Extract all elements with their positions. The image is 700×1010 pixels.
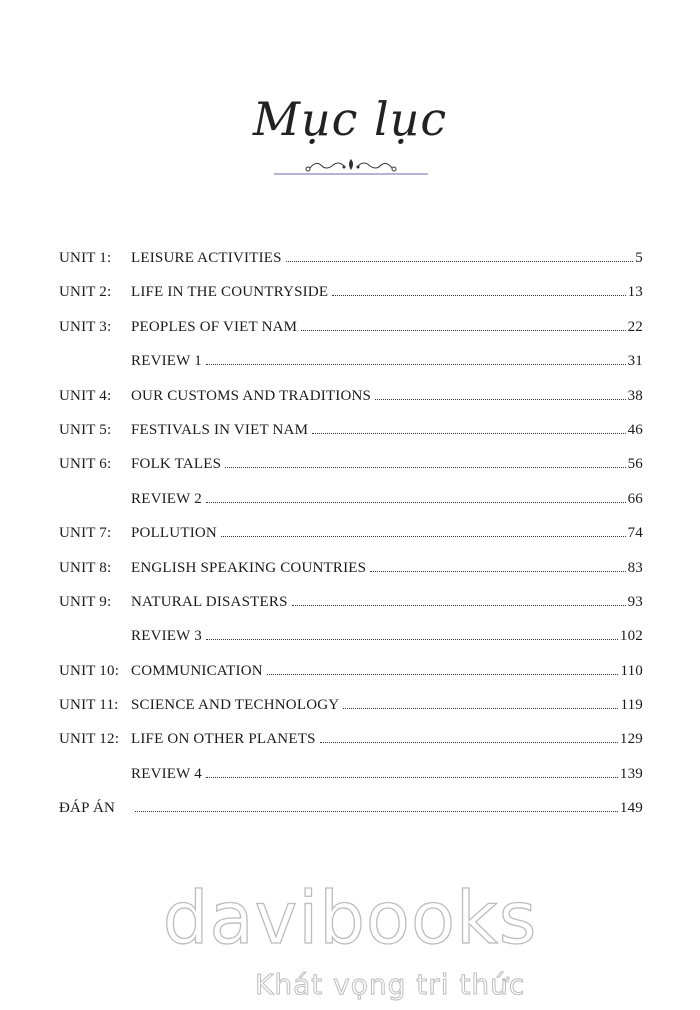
toc-row — [59, 594, 643, 628]
toc-page-number: 83 — [627, 559, 643, 576]
title-ornament-icon — [274, 156, 428, 180]
toc-row — [59, 491, 643, 525]
toc-dot-leader — [206, 501, 626, 503]
toc-dot-leader — [206, 638, 618, 640]
toc-page-number: 93 — [627, 593, 643, 610]
toc-entry-title: POLLUTION — [131, 525, 217, 542]
toc-row — [59, 422, 643, 456]
toc-unit-label: UNIT 8: — [59, 559, 112, 576]
toc-entry-title: REVIEW 3 — [131, 628, 202, 645]
toc-row — [59, 800, 643, 834]
toc-dot-leader — [221, 535, 626, 537]
toc-entry-title: LIFE ON OTHER PLANETS — [131, 731, 316, 748]
toc-row — [59, 697, 643, 731]
table-of-contents — [59, 250, 643, 835]
toc-page-number: 46 — [627, 421, 643, 438]
toc-row — [59, 250, 643, 284]
toc-page-number: 119 — [620, 697, 643, 714]
toc-dot-leader — [343, 707, 618, 709]
toc-unit-label: ĐÁP ÁN — [59, 800, 116, 817]
toc-entry-title: COMMUNICATION — [131, 662, 263, 679]
toc-entry-title: FOLK TALES — [131, 456, 222, 473]
toc-page-number: 22 — [627, 318, 643, 335]
toc-row — [59, 628, 643, 662]
toc-page-number: 129 — [619, 731, 643, 748]
toc-row — [59, 456, 643, 490]
toc-page-number: 139 — [619, 765, 643, 782]
toc-dot-leader — [286, 260, 634, 262]
toc-dot-leader — [320, 741, 618, 743]
toc-entry-title: REVIEW 4 — [131, 765, 202, 782]
toc-unit-label: UNIT 7: — [59, 525, 112, 542]
toc-row — [59, 388, 643, 422]
toc-unit-label: UNIT 9: — [59, 593, 112, 610]
toc-row — [59, 766, 643, 800]
page-title: Mục lục — [252, 92, 448, 146]
toc-page-number: 31 — [627, 353, 643, 370]
toc-row — [59, 663, 643, 697]
toc-row — [59, 353, 643, 387]
toc-unit-label: UNIT 1: — [59, 250, 112, 266]
toc-row — [59, 319, 643, 353]
toc-page-number: 110 — [620, 662, 643, 679]
toc-page-number: 74 — [627, 525, 643, 542]
toc-page-number: 56 — [627, 456, 643, 473]
toc-page-number: 149 — [619, 800, 643, 817]
toc-entry-title: ENGLISH SPEAKING COUNTRIES — [131, 559, 367, 576]
toc-entry-title: NATURAL DISASTERS — [131, 593, 288, 610]
toc-entry-title: REVIEW 2 — [131, 490, 202, 507]
toc-dot-leader — [135, 810, 618, 812]
toc-dot-leader — [375, 398, 625, 400]
toc-page-number: 13 — [627, 284, 643, 301]
watermark-brand: davibooks — [162, 876, 538, 960]
toc-dot-leader — [301, 329, 625, 331]
toc-entry-title: SCIENCE AND TECHNOLOGY — [131, 697, 340, 714]
toc-entry-title: REVIEW 1 — [131, 353, 202, 370]
toc-row — [59, 525, 643, 559]
toc-entry-title: OUR CUSTOMS AND TRADITIONS — [131, 387, 372, 404]
toc-unit-label: UNIT 2: — [59, 284, 112, 301]
toc-dot-leader — [370, 570, 625, 572]
toc-unit-label: UNIT 12: — [59, 731, 120, 748]
toc-unit-label: UNIT 6: — [59, 456, 112, 473]
toc-row — [59, 731, 643, 765]
toc-dot-leader — [267, 673, 619, 675]
toc-entry-title: LEISURE ACTIVITIES — [131, 250, 282, 266]
toc-page-number: 66 — [627, 490, 643, 507]
toc-entry-title: FESTIVALS IN VIET NAM — [131, 421, 309, 438]
toc-dot-leader — [206, 776, 618, 778]
toc-unit-label: UNIT 11: — [59, 697, 119, 714]
toc-dot-leader — [312, 432, 625, 434]
toc-row — [59, 284, 643, 318]
toc-entry-title: PEOPLES OF VIET NAM — [131, 318, 298, 335]
toc-dot-leader — [292, 604, 626, 606]
toc-unit-label: UNIT 3: — [59, 318, 112, 335]
toc-entry-title: LIFE IN THE COUNTRYSIDE — [131, 284, 329, 301]
toc-dot-leader — [332, 294, 625, 296]
toc-page-number: 102 — [619, 628, 643, 645]
toc-dot-leader — [206, 363, 626, 365]
watermark-slogan: Khát vọng tri thức — [255, 968, 526, 1001]
toc-page-number: 38 — [627, 387, 643, 404]
toc-row — [59, 560, 643, 594]
toc-unit-label: UNIT 5: — [59, 421, 112, 438]
toc-unit-label: UNIT 4: — [59, 387, 112, 404]
toc-page-number: 5 — [635, 250, 643, 266]
toc-dot-leader — [225, 466, 625, 468]
toc-unit-label: UNIT 10: — [59, 662, 120, 679]
